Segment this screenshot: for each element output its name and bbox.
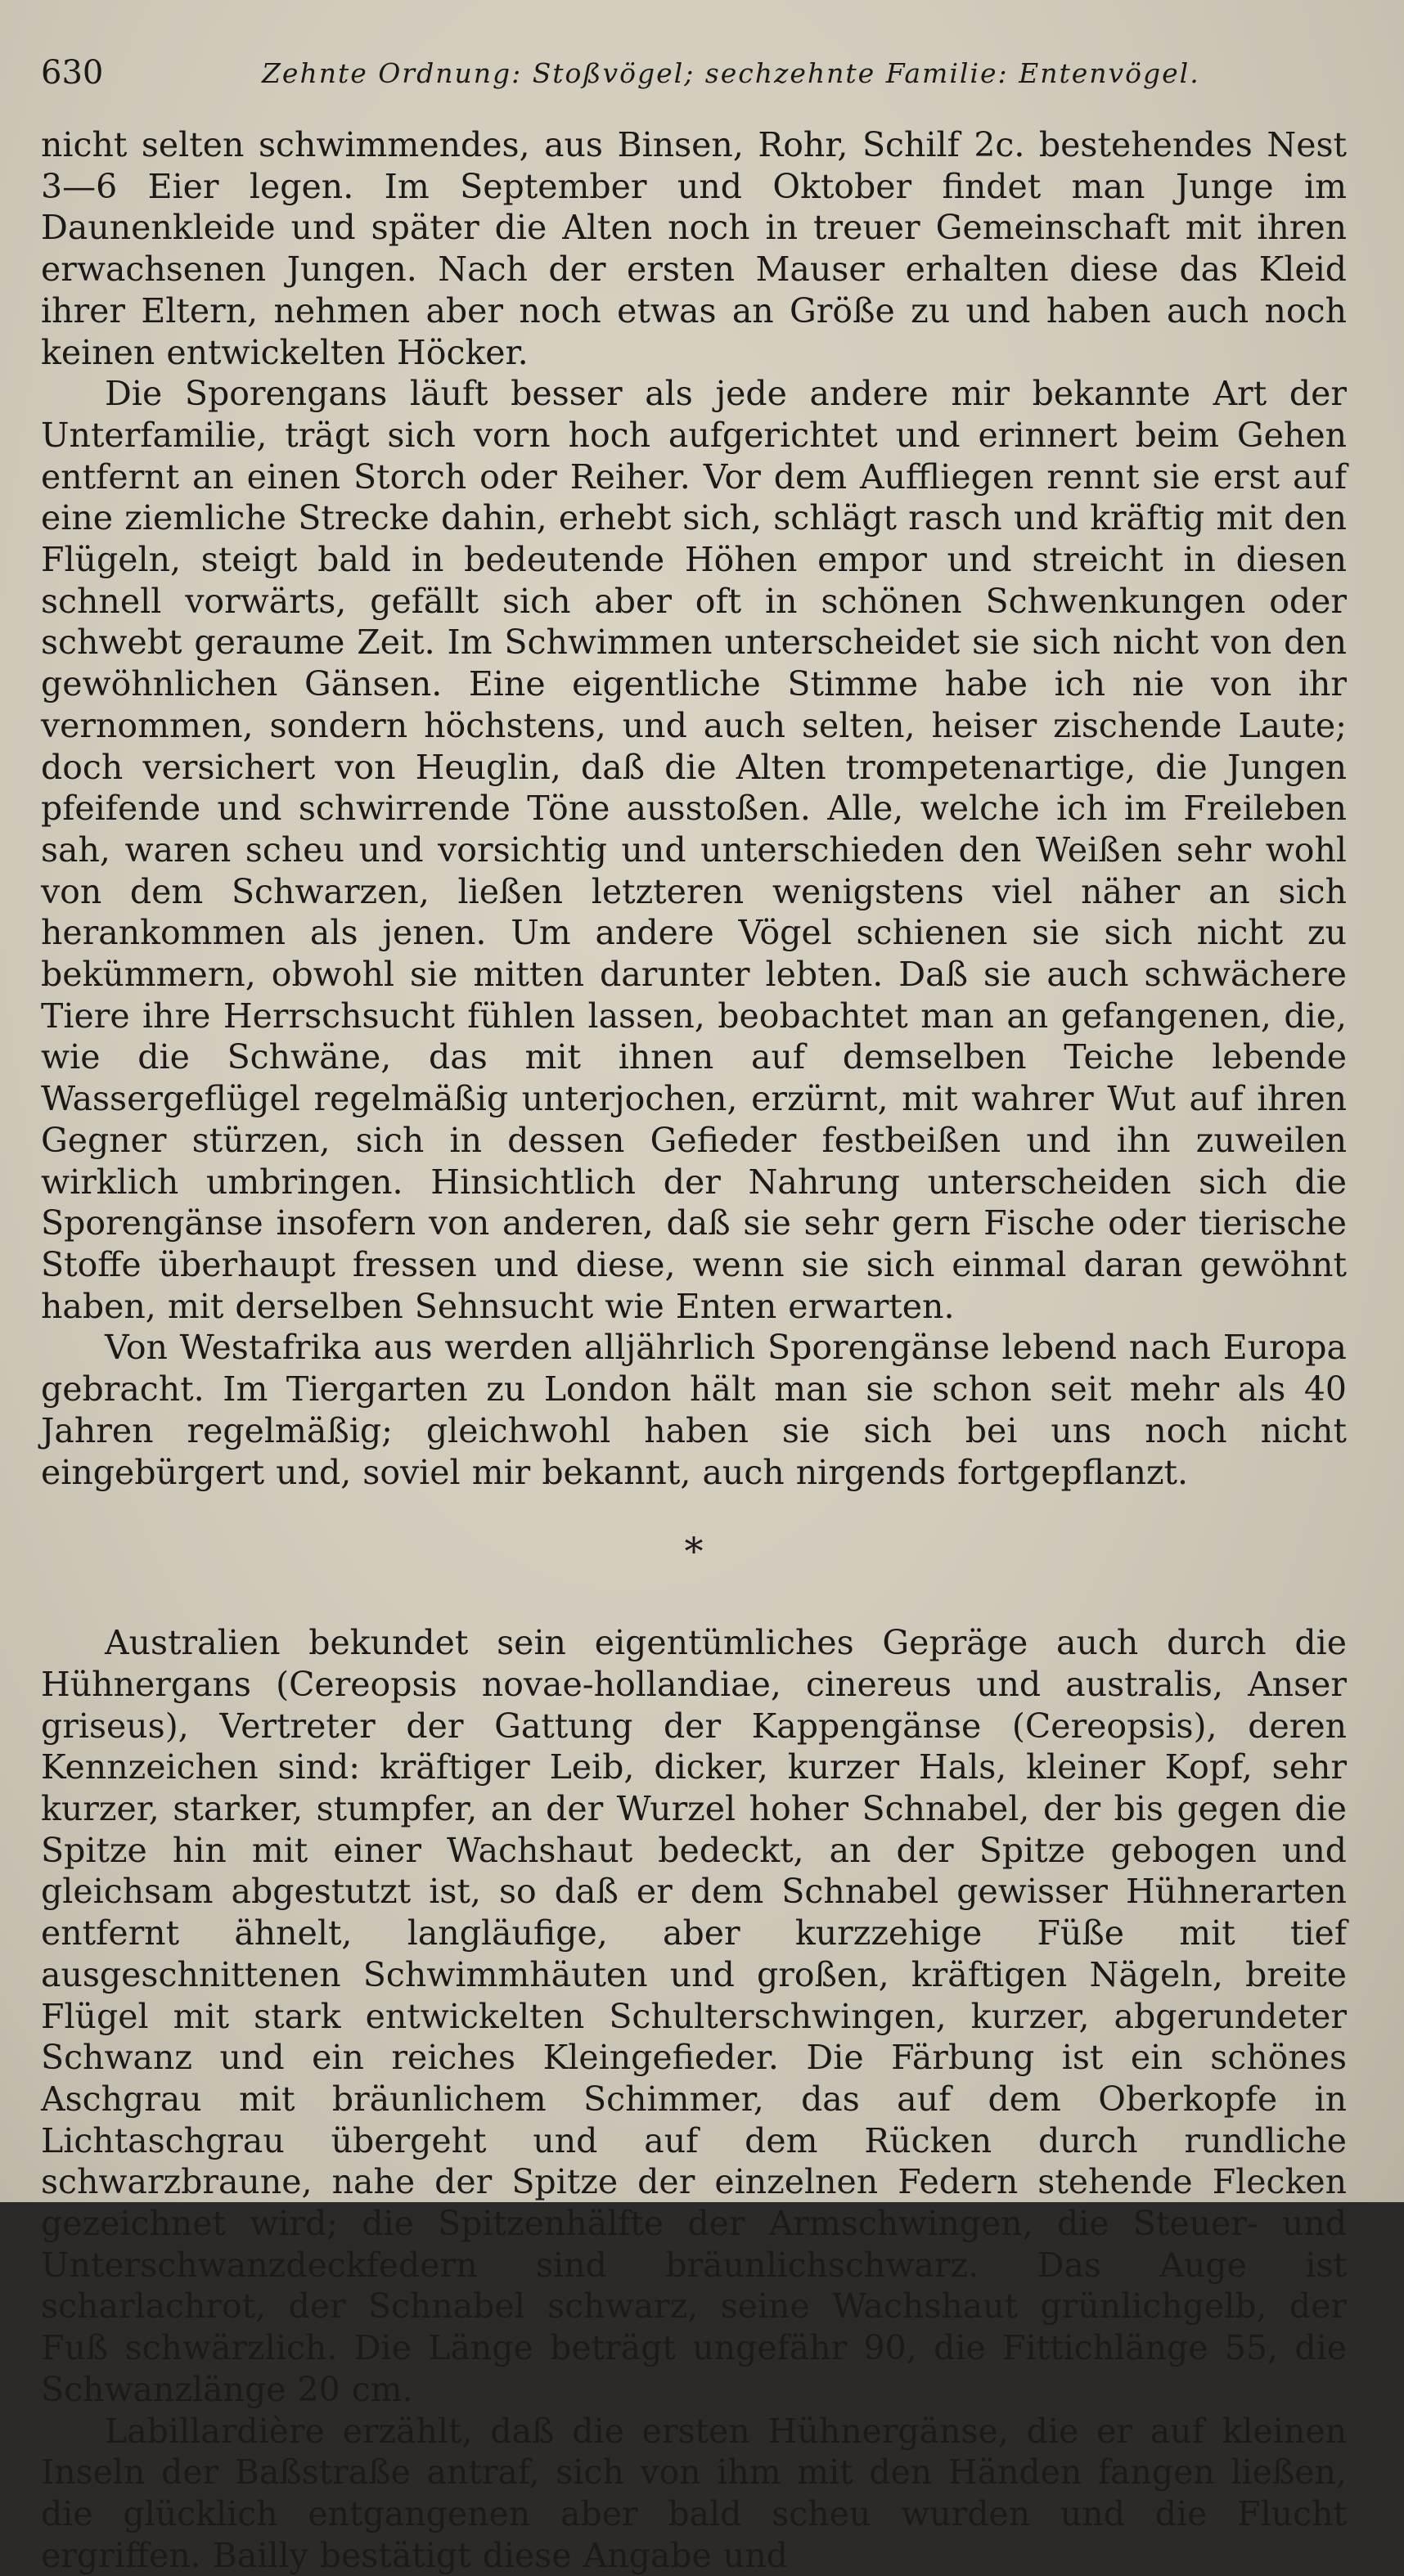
paragraph-nest-and-young: nicht selten schwimmendes, aus Binsen, Rohr, Schilf 2c. bestehendes Nest 3—6 Eier legen. Im September und Oktober findet man Junge im Daunenkleide und später die Alten noch in treuer Gemeinschaft mit ihren erwachsenen Jungen. Nach der ersten Mauser erhalten diese das Kleid ihrer Eltern, nehmen aber noch etwas an Größe zu und haben auch noch keinen entwickelten Höcker. [41,125,1347,372]
paragraph-cape-barren-goose-description: Australien bekundet sein eigentümliches Gepräge auch durch die Hühnergans (Cereopsis novae-hollandiae, cinereus und australis, Anser griseus), Vertreter der Gattung der Kappengänse (Cereopsis), deren Kennzeichen sind: kräftiger Leib, dicker, kurzer Hals, kleiner Kopf, sehr kurzer, starker, stumpfer, an der Wurzel hoher Schnabel, der bis gegen die Spitze hin mit einer Wachshaut bedeckt, an der Spitze gebogen und gleichsam abgestutzt ist, so daß er dem Schnabel gewisser Hühnerarten entfernt ähnelt, langläufige, aber kurzzehige Füße mit tief ausgeschnittenen Schwimmhäuten und großen, kräftigen Nägeln, breite Flügel mit stark entwickelten Schulterschwingen, kurzer, abgerundeter Schwanz und ein reiches Kleingefieder. Die Färbung ist ein schönes Aschgrau mit bräunlichem Schimmer, das auf dem Oberkopfe in Lichtaschgrau übergeht und auf dem Rücken durch rundliche schwarzbraune, nahe der Spitze der einzelnen Federn stehende Flecken gezeichnet wird; die Spitzenhälfte der Armschwingen, die Steuer- und Unterschwanzdeckfedern sind bräunlichschwarz. Das Auge ist scharlachrot, der Schnabel schwarz, seine Wachshaut grünlichgelb, der Fuß schwärzlich. Die Länge beträgt ungefähr 90, die Fittichlänge 55, die Schwanzlänge 20 cm. [41,1623,1347,2409]
running-head: Zehnte Ordnung: Stoßvögel; sechzehnte Familie: Entenvögel. [262,57,1200,89]
page-number: 630 [41,54,104,92]
section-separator: * [684,1529,704,1574]
paragraph-spur-goose-captivity: Von Westafrika aus werden alljährlich Sporengänse lebend nach Europa gebracht. Im Tiergarten zu London hält man sie schon seit mehr als 40 Jahren regelmäßig; gleichwohl haben sie sich bei uns noch nicht eingebürgert und, soviel mir bekannt, auch nirgends fortgepflanzt. [41,1328,1347,1492]
paragraph-labillardiere-report: Labillardière erzählt, daß die ersten Hühnergänse, die er auf kleinen Inseln der Baßstraße antraf, sich von ihm mit den Händen fangen ließen, die glücklich entgangenen aber bald scheu wurden und die Flucht ergriffen. Bailly bestätigt diese Angabe und [41,2411,1347,2575]
page-body [41,124,1347,2576]
paragraph-spur-goose-behavior: Die Sporengans läuft besser als jede andere mir bekannte Art der Unterfamilie, trägt sich vorn hoch aufgerichtet und erinnert beim Gehen entfernt an einen Storch oder Reiher. Vor dem Auffliegen rennt sie erst auf eine ziemliche Strecke dahin, erhebt sich, schlägt rasch und kräftig mit den Flügeln, steigt bald in bedeutende Höhen empor und streicht in diesen schnell vorwärts, gefällt sich aber oft in schönen Schwenkungen oder schwebt geraume Zeit. Im Schwimmen unterscheidet sie sich nicht von den gewöhnlichen Gänsen. Eine eigentliche Stimme habe ich nie von ihr vernommen, sondern höchstens, und auch selten, heiser zischende Laute; doch versichert von Heuglin, daß die Alten trompetenartige, die Jungen pfeifende und schwirrende Töne ausstoßen. Alle, welche ich im Freileben sah, waren scheu und vorsichtig und unterschieden den Weißen sehr wohl von dem Schwarzen, ließen letzteren wenigstens viel näher an sich herankommen als jenen. Um andere Vögel schienen sie sich nicht zu bekümmern, obwohl sie mitten darunter lebten. Daß sie auch schwächere Tiere ihre Herrschsucht fühlen lassen, beobachtet man an gefangenen, die, wie die Schwäne, das mit ihnen auf demselben Teiche lebende Wassergeflügel regelmäßig unterjochen, erzürnt, mit wahrer Wut auf ihren Gegner stürzen, sich in dessen Gefieder festbeißen und ihn zuweilen wirklich umbringen. Hinsichtlich der Nahrung unterscheiden sich die Sporengänse insofern von anderen, daß sie sehr gern Fische oder tierische Stoffe überhaupt fressen und diese, wenn sie sich einmal daran gewöhnt haben, mit derselben Sehnsucht wie Enten erwarten. [41,374,1347,1326]
page-header [41,54,1347,90]
